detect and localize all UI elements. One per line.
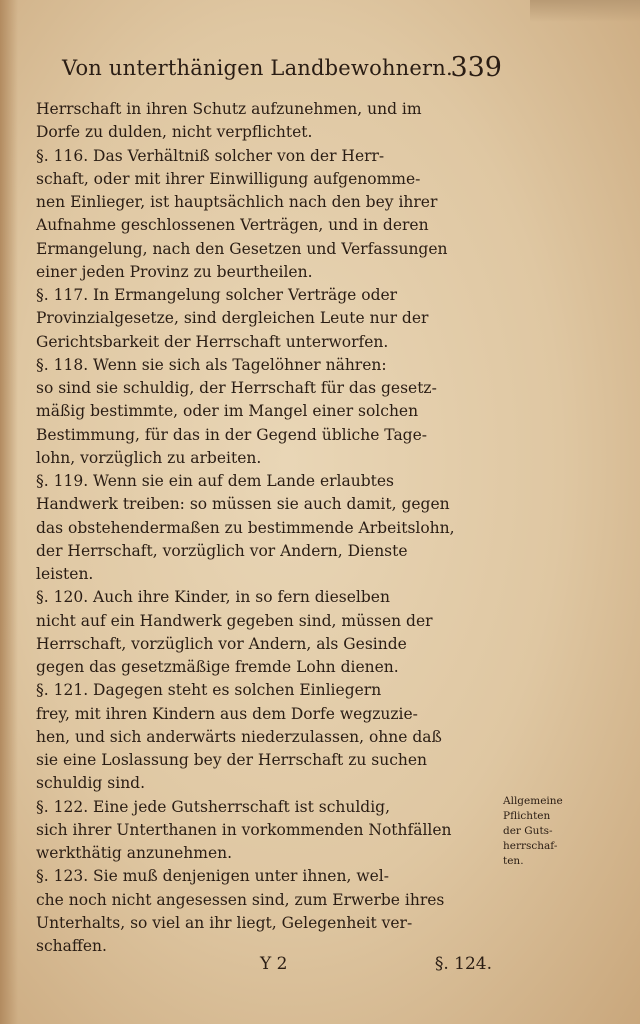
margin-note-line: ten. [503,855,524,867]
text-line: §. 119. Wenn sie ein auf dem Lande erlaubtes [36,472,395,490]
text-line: §. 122. Eine jede Gutsherrschaft ist schuldig, [36,797,391,816]
text-line: §. 121. Dagegen steht es solchen Einliegern [36,681,382,700]
page-header [62,52,502,88]
text-line: gegen das gesetzmäßige fremde Lohn dienen. [36,658,399,676]
text-line: sie eine Loslassung bey der Herrschaft zu suchen [36,751,428,769]
catchword: §. 124. [434,954,492,974]
text-line: schuldig sind. [36,774,146,793]
text-line: nen Einlieger, ist hauptsächlich nach den bey ihrer [36,193,438,211]
text-line: Ermangelung, nach den Gesetzen und Verfassungen [36,239,448,258]
body-text [36,98,492,958]
text-line: frey, mit ihren Kindern aus dem Dorfe wegzuzie- [36,704,418,723]
text-line: der Herrschaft, vorzüglich vor Andern, Dienste [36,541,408,560]
text-line: Herrschaft, vorzüglich vor Andern, als Gesinde [36,634,407,653]
page-number: 339 [450,52,502,83]
text-line: leisten. [36,565,94,583]
page-fold-shadow [0,0,18,1024]
text-line: werkthätig anzunehmen. [36,844,233,862]
text-line: so sind sie schuldig, der Herrschaft für das gesetz- [36,379,437,397]
text-line: Gerichtsbarkeit der Herrschaft unterworfen. [36,332,389,351]
text-line: sich ihrer Unterthanen in vorkommenden Nothfällen [36,820,452,839]
text-line: einer jeden Provinz zu beurtheilen. [36,262,313,281]
text-line: Bestimmung, für das in der Gegend übliche Tage- [36,425,428,444]
text-line: das obstehendermaßen zu bestimmende Arbeitslohn, [36,518,455,537]
running-title: Von unterthänigen Landbewohnern. [62,56,453,80]
margin-note-line: Allgemeine [503,795,563,807]
text-line: schaft, oder mit ihrer Einwilligung aufgenomme- [36,169,421,188]
text-line: Aufnahme geschlossenen Verträgen, und in deren [36,216,429,235]
text-line: mäßig bestimmte, oder im Mangel einer solchen [36,402,419,421]
text-line: Unterhalts, so viel an ihr liegt, Gelegenheit ver- [36,913,413,932]
text-line: lohn, vorzüglich zu arbeiten. [36,448,262,467]
text-line: §. 116. Das Verhältniß solcher von der Herr- [36,146,385,165]
margin-note-line: der Guts- [503,825,553,837]
text-line: §. 123. Sie muß denjenigen unter ihnen, wel- [36,867,389,886]
text-line: §. 118. Wenn sie sich als Tagelöhner nähren: [36,355,387,374]
page-footer [36,954,492,984]
text-line: §. 120. Auch ihre Kinder, in so fern dieselben [36,588,390,607]
page-edge-wear [530,0,640,22]
margin-note-line: herrschaf- [503,840,558,852]
signature-mark: Y 2 [260,954,288,974]
text-line: Handwerk treiben: so müssen sie auch damit, gegen [36,495,450,514]
text-line: schaffen. [36,937,107,955]
text-line: Dorfe zu dulden, nicht verpflichtet. [36,123,313,142]
text-line: che noch nicht angesessen sind, zum Erwerbe ihres [36,890,445,909]
margin-note-line: Pflichten [503,810,551,822]
text-line: hen, und sich anderwärts niederzulassen, ohne daß [36,727,442,746]
margin-note [503,794,607,869]
text-line: Provinzialgesetze, sind dergleichen Leute nur der [36,309,429,328]
text-line: Herrschaft in ihren Schutz aufzunehmen, und im [36,100,422,118]
text-line: nicht auf ein Handwerk gegeben sind, müssen der [36,611,433,630]
text-line: §. 117. In Ermangelung solcher Verträge oder [36,286,398,304]
